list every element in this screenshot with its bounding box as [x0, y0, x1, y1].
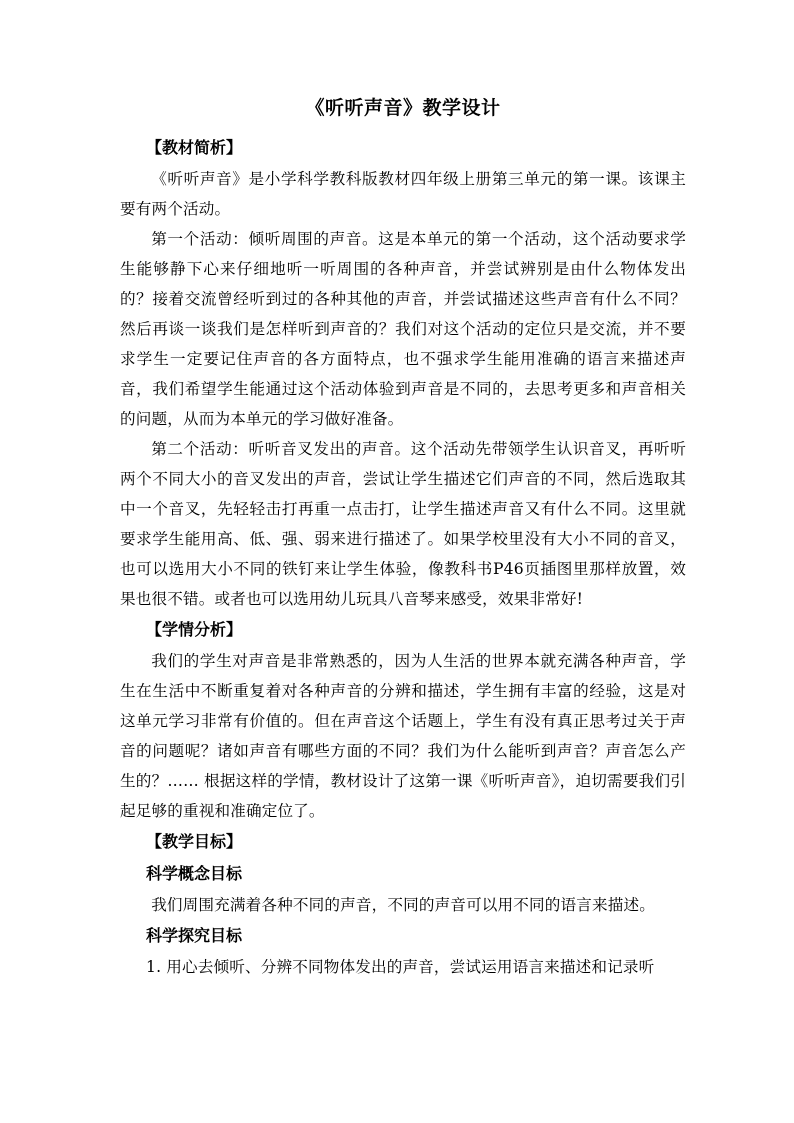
paragraph: 《听听声音》是小学科学教科版教材四年级上册第三单元的第一课。该课主要有两个活动。 [120, 170, 686, 218]
inquiry-goal-text: 1. 用心去倾听、分辨不同物体发出的声音，尝试运用语言来描述和记录听 [146, 958, 655, 976]
paragraph: 我们的学生对声音是非常熟悉的，因为人生活的世界本就充满各种声音，学生在生活中不断重复着对各种声音的分辨和描述，学生拥有丰富的经验，这是对这单元学习非常有价值的。但在声音这个话题上，学生有没有真正思考过关于声音的问题呢？诸如声音有哪些方面的不同？我们为什么能听到声音？声音怎么产生的？…… 根据这样的学情，教材设计了这第一课《听听声音》，迫切需要我们引起足够的重视和准确定位了。 [120, 652, 686, 820]
section-heading: 【教学目标】 [146, 832, 243, 851]
section-heading: 【教材简析】 [146, 138, 243, 157]
paragraph: 第一个活动：倾听周围的声音。这是本单元的第一个活动，这个活动要求学生能够静下心来仔细地听一听周围的各种声音，并尝试辨别是由什么物体发出的？接着交流曾经听到过的各种其他的声音，并尝试描述这些声音有什么不同？然后再谈一谈我们是怎样听到声音的？我们对这个活动的定位只是交流，并不要求学生一定要记住声音的各方面特点，也不强求学生能用准确的语言来描述声音，我们希望学生能通过这个活动体验到声音是不同的，去思考更多和声音相关的问题，从而为本单元的学习做好准备。 [120, 230, 686, 428]
concept-goal-heading: 科学概念目标 [146, 864, 243, 883]
section-textbook-analysis [120, 132, 686, 614]
document-page [120, 92, 686, 982]
inquiry-goal-heading: 科学探究目标 [146, 926, 243, 945]
section-student-analysis [120, 614, 686, 826]
section-teaching-goals [120, 826, 686, 982]
document-title: 《听听声音》教学设计 [305, 97, 501, 119]
section-heading: 【学情分析】 [146, 620, 243, 639]
paragraph: 第二个活动：听听音叉发出的声音。这个活动先带领学生认识音叉，再听听两个不同大小的音叉发出的声音，尝试让学生描述它们声音的不同，然后选取其中一个音叉，先轻轻击打再重一点击打，让学生描述声音又有什么不同。这里就要求学生能用高、低、强、弱来进行描述了。如果学校里没有大小不同的音叉，也可以选用大小不同的铁钉来让学生体验，像教科书P46页插图里那样放置，效果也很不错。或者也可以选用幼儿玩具八音琴来感受，效果非常好! [120, 440, 686, 608]
concept-goal-text: 我们周围充满着各种不同的声音，不同的声音可以用不同的语言来描述。 [151, 896, 655, 914]
